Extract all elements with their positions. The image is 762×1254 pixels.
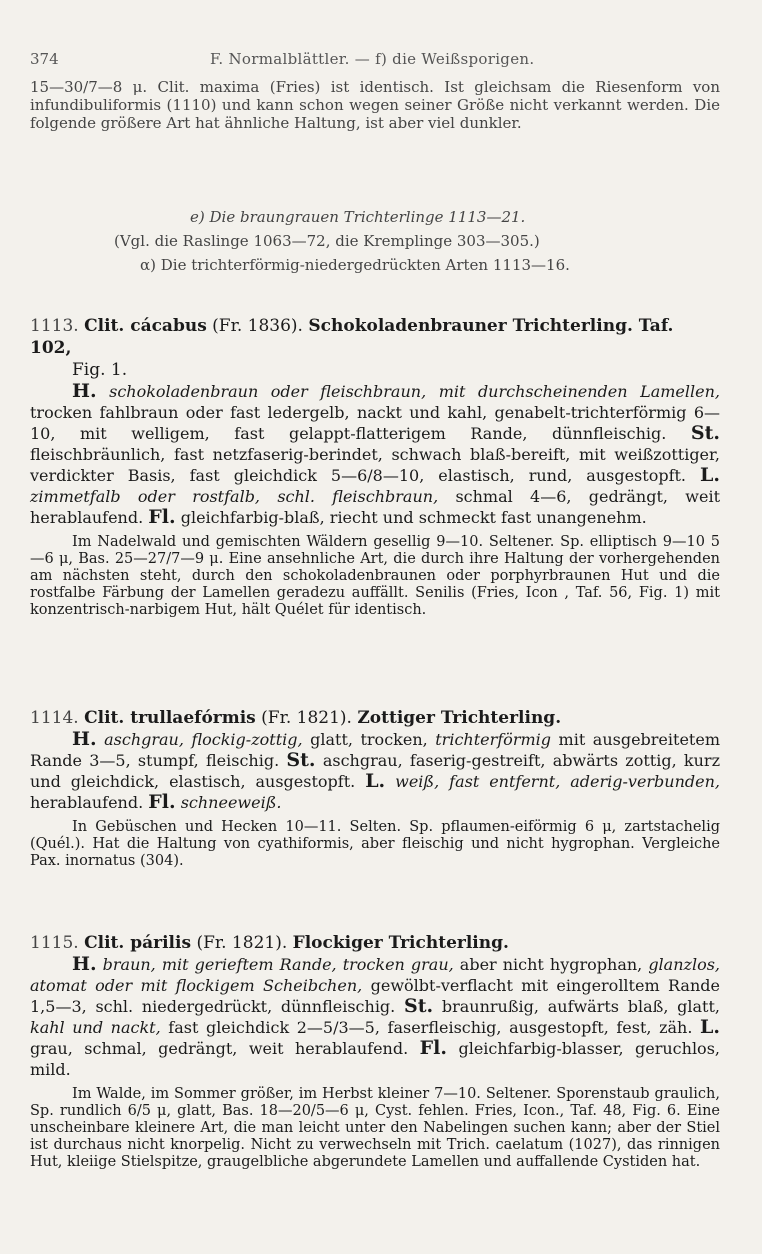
hut-italic: aschgrau, flockig-zottig, bbox=[104, 730, 303, 749]
hut-italic-2: glanzlos, atomat oder mit flockigem Scheibchen, bbox=[30, 955, 720, 995]
lamellen-text: grau, schmal, gedrängt, weit herablaufend. bbox=[30, 1039, 409, 1058]
section-title: e) Die braungrauen Trichterlinge 1113—21. bbox=[190, 208, 526, 226]
hut-text-2: mit ausgebreitetem Rande 3—5, stumpf, fleischig. bbox=[30, 730, 720, 770]
entry-number: 1114. bbox=[30, 708, 79, 728]
fleisch-label: Fl. bbox=[419, 1037, 447, 1059]
lamellen-label: L. bbox=[700, 1016, 720, 1038]
page-number: 374 bbox=[30, 50, 59, 68]
entry-1113 bbox=[30, 315, 720, 619]
lamellen-label: L. bbox=[365, 770, 386, 792]
entry-author: (Fr. 1821). bbox=[261, 708, 352, 728]
entry-number: 1113. bbox=[30, 316, 79, 336]
lamellen-italic: weiß, fast entfernt, aderig-verbunden, bbox=[395, 772, 721, 791]
subsection-title: α) Die trichterförmig-niedergedrückten Arten 1113—16. bbox=[140, 256, 570, 274]
entry-common-name: Schokoladenbrauner Trichterling. Taf. 102, bbox=[30, 316, 674, 358]
hut-text: aber nicht hygrophan, bbox=[459, 955, 643, 974]
hut-italic: braun, mit gerieftem Rande, trocken grau, bbox=[102, 955, 454, 974]
entry-description bbox=[30, 954, 720, 1080]
lamellen-text: schmal 4—6, gedrängt, weit herablaufend. bbox=[30, 487, 721, 527]
stiel-label: St. bbox=[286, 749, 316, 771]
hut-italic: schokoladenbraun oder fleischbraun, mit durchscheinenden Lamellen, bbox=[109, 382, 720, 401]
fleisch-label: Fl. bbox=[148, 506, 176, 528]
running-title: F. Normalblättler. — f) die Weißsporigen. bbox=[210, 50, 535, 68]
entry-note: In Gebüschen und Hecken 10—11. Selten. Sp. pflaumen-eiförmig 6 μ, zartstachelig (Quél.). Hat die Haltung von cyathiformis, aber fleischig und nicht hygrophan. Vergleiche Pax. inornatus (304). bbox=[30, 819, 720, 869]
fleisch-label: Fl. bbox=[148, 791, 176, 813]
lamellen-label: L. bbox=[700, 464, 720, 486]
entry-scientific-name: Clit. trullaefórmis bbox=[84, 708, 256, 728]
entry-heading bbox=[30, 707, 720, 729]
stiel-text: fleischbräunlich, fast netzfaserig-berindet, schwach blaß-bereift, mit weißzottiger, verdickter Basis, fast gleichdick 5—6/8—10, elastisch, rund, ausgestopft. bbox=[30, 445, 720, 485]
hut-text-2: gewölbt-verflacht mit eingerolltem Rande 1,5—3, schl. niedergedrückt, dünnfleischig. bbox=[30, 976, 720, 1016]
fleisch-italic: schneeweiß. bbox=[180, 793, 282, 812]
entry-1114 bbox=[30, 707, 720, 870]
entry-number: 1115. bbox=[30, 933, 79, 953]
fleisch-text: gleichfarbig-blasser, geruchlos, mild. bbox=[30, 1039, 720, 1079]
lamellen-text: herablaufend. bbox=[30, 793, 144, 812]
stiel-label: St. bbox=[404, 995, 434, 1017]
section-heading bbox=[30, 205, 720, 277]
stiel-label: St. bbox=[690, 422, 721, 444]
hut-label: H. bbox=[72, 953, 97, 975]
entry-common-name: Flockiger Trichterling. bbox=[292, 933, 509, 953]
entry-heading bbox=[30, 932, 720, 954]
fleisch-text: gleichfarbig-blaß, riecht und schmeckt fast unangenehm. bbox=[180, 508, 647, 527]
section-cross-ref: (Vgl. die Raslinge 1063—72, die Kremplinge 303—305.) bbox=[114, 232, 540, 250]
lamellen-italic: zimmetfalb oder rostfalb, schl. fleischbraun, bbox=[30, 487, 439, 506]
entry-heading bbox=[30, 315, 720, 359]
entry-figure-ref: Fig. 1. bbox=[72, 360, 128, 380]
hut-label: H. bbox=[72, 728, 97, 750]
stiel-text: aschgrau, faserig-gestreift, abwärts zottig, kurz und gleichdick, elastisch, ausgestopft. bbox=[30, 751, 720, 791]
entry-note: Im Walde, im Sommer größer, im Herbst kleiner 7—10. Seltener. Sporenstaub graulich, Sp. rundlich 6/5 μ, glatt, Bas. 18—20/5—6 μ, Cyst. fehlen. Fries, Icon., Taf. 48, Fig. 6. Eine unscheinbare kleinere Art, die man leicht unter den Nabelingen suchen kann; aber der Stiel ist durchaus nicht knorpelig. Nicht zu verwechseln mit Trich. caelatum (1027), das rinnigen Hut, kleiige Stielspitze, graugelbliche abgerundete Lamellen und auffallende Cystiden hat. bbox=[30, 1086, 720, 1170]
intro-paragraph: 15—30/7—8 μ. Clit. maxima (Fries) ist identisch. Ist gleichsam die Riesenform von infundibuliformis (1110) und kann schon wegen seiner Größe nicht verkannt werden. Die folgende größere Art hat ähnliche Haltung, ist aber viel dunkler. bbox=[30, 78, 720, 132]
entry-scientific-name: Clit. párilis bbox=[84, 933, 192, 953]
stiel-text-2: fast gleichdick 2—5/3—5, faserfleischig, ausgestopft, fest, zäh. bbox=[168, 1018, 693, 1037]
hut-text: glatt, trocken, bbox=[310, 730, 428, 749]
hut-label: H. bbox=[72, 380, 97, 402]
entry-note: Im Nadelwald und gemischten Wäldern gesellig 9—10. Seltener. Sp. elliptisch 9—10 5—6 μ, Bas. 25—27/7—9 μ. Eine ansehnliche Art, die durch ihre Haltung der vorhergehenden am nächsten steht, durch den schokoladenbraunen oder porphyrbraunen Hut und die rostfalbe Färbung der Lamellen geradezu auffällt. Senilis (Fries, Icon , Taf. 56, Fig. 1) mit konzentrisch-narbigem Hut, hält Quélet für identisch. bbox=[30, 534, 720, 618]
stiel-text: braunrußig, aufwärts blaß, glatt, bbox=[441, 997, 720, 1016]
hut-italic-2: trichterförmig bbox=[435, 730, 551, 749]
entry-scientific-name: Clit. cácabus bbox=[84, 316, 207, 336]
entry-author: (Fr. 1836). bbox=[212, 316, 303, 336]
entry-author: (Fr. 1821). bbox=[196, 933, 288, 953]
entry-description bbox=[30, 729, 720, 813]
entry-description bbox=[30, 381, 720, 528]
hut-text: trocken fahlbraun oder fast ledergelb, nackt und kahl, genabelt-trichterförmig 6—10, mit welligem, fast gelappt-flatterigem Rande, dünnfleischig. bbox=[30, 403, 720, 443]
intro-paragraph-block bbox=[30, 78, 720, 132]
stiel-italic: kahl und nackt, bbox=[30, 1018, 161, 1037]
entry-1115 bbox=[30, 932, 720, 1171]
entry-common-name: Zottiger Trichterling. bbox=[357, 708, 562, 728]
